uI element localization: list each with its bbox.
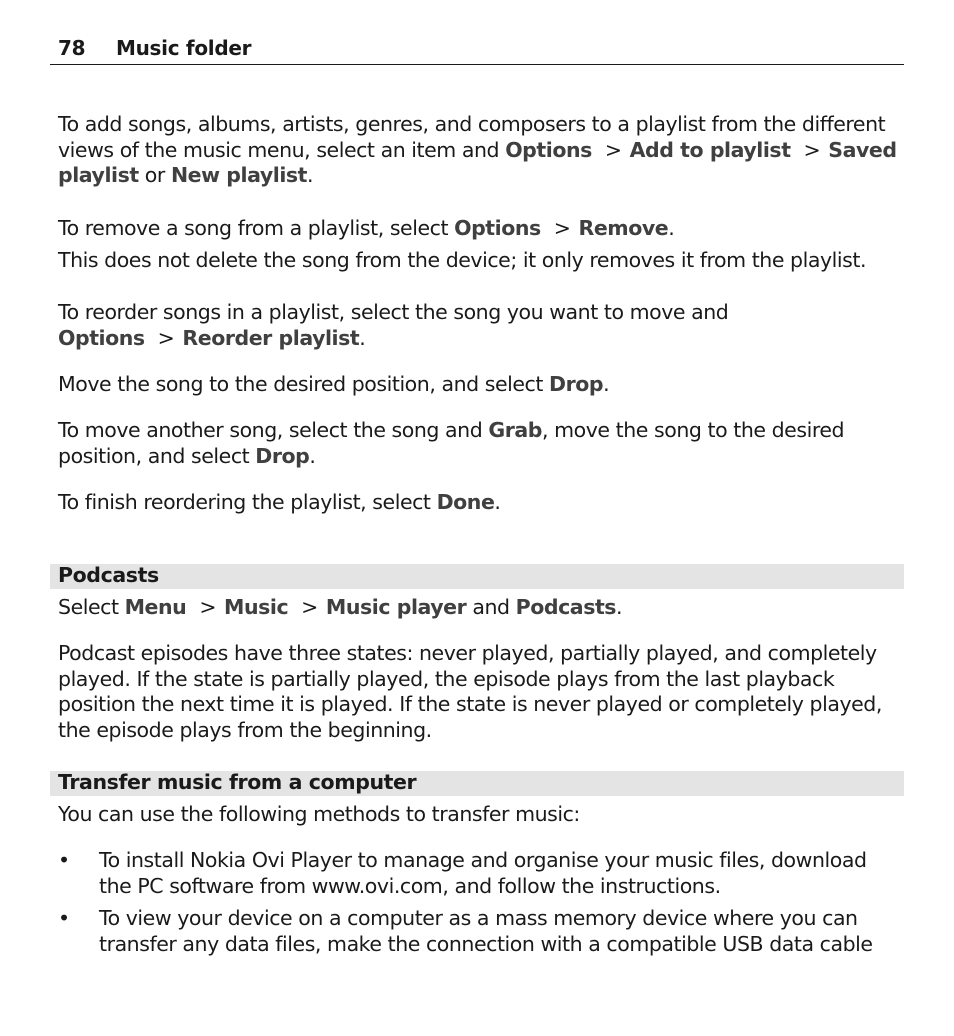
menu-command: Menu [124, 595, 187, 619]
paragraph-remove-song [58, 216, 904, 242]
text: . [359, 325, 366, 350]
menu-separator: > [803, 137, 821, 162]
drop-command: Drop [255, 443, 310, 468]
text: . [309, 443, 316, 468]
chapter-title: Music folder [116, 36, 252, 60]
section-title: Transfer music from a computer [58, 770, 417, 794]
bullet-text: To install Nokia Ovi Player to manage and organise your music files, download the PC software from www.ovi.com, and follow the instructions. [99, 848, 867, 898]
text: Move the song to the desired position, and select [58, 372, 550, 396]
new-playlist-command: New playlist [170, 163, 308, 187]
paragraph-add-to-playlist [58, 112, 904, 189]
text: . [668, 216, 675, 240]
paragraph-move-song [58, 372, 904, 398]
bullet-icon: • [58, 906, 70, 930]
done-command: Done [436, 490, 495, 514]
menu-separator: > [301, 595, 318, 619]
paragraph-finish [58, 490, 904, 516]
options-command: Options [505, 137, 592, 162]
section-heading-podcasts [50, 564, 904, 589]
add-to-playlist-command: Add to playlist [629, 137, 791, 162]
saved-playlist-command: Saved playlist [58, 137, 897, 187]
music-command: Music [224, 595, 289, 619]
menu-separator: > [553, 216, 571, 240]
paragraph-reorder [58, 300, 904, 351]
text: Select [58, 595, 125, 619]
options-command: Options [454, 216, 541, 240]
page-header [50, 36, 904, 65]
drop-command: Drop [549, 372, 604, 396]
text: . [616, 595, 623, 619]
text: . [307, 163, 314, 187]
text: To finish reordering the playlist, select [58, 490, 437, 514]
reorder-playlist-command: Reorder playlist [182, 325, 360, 350]
text: To move another song, select the song and [58, 418, 489, 442]
menu-separator: > [157, 325, 175, 350]
music-player-command: Music player [325, 595, 467, 619]
menu-separator: > [199, 595, 217, 619]
text: . [603, 372, 610, 396]
page-number: 78 [58, 36, 86, 60]
text: To add songs, albums, artists, genres, and composers to a playlist from the different views of the music menu, select an item and [58, 112, 886, 162]
section-heading-transfer [50, 771, 904, 796]
paragraph-podcasts-path [58, 595, 904, 621]
text: . [494, 490, 501, 514]
section-title: Podcasts [58, 563, 159, 587]
text: To reorder songs in a playlist, select the song you want to move and [58, 300, 729, 324]
text: To remove a song from a playlist, select [58, 216, 455, 240]
options-command: Options [58, 325, 145, 350]
text: , move the song to the desired position, and select [58, 418, 845, 468]
paragraph-podcast-states: Podcast episodes have three states: never played, partially played, and completely played. If the state is partially played, the episode plays from the last playback position the next time it is played. If the state is never played or completely played, the episode plays from the beginning. [58, 641, 882, 742]
bullet-icon: • [58, 848, 70, 872]
paragraph-remove-note: This does not delete the song from the device; it only removes it from the playlist. [58, 248, 867, 272]
remove-command: Remove [578, 216, 669, 240]
text: or [138, 163, 171, 187]
paragraph-move-another [58, 418, 904, 469]
grab-command: Grab [488, 418, 542, 442]
bullet-text: To view your device on a computer as a mass memory device where you can transfer any data files, make the connection with a compatible USB data cable [99, 906, 873, 956]
podcasts-command: Podcasts [515, 595, 617, 619]
menu-separator: > [604, 137, 622, 162]
text: and [466, 595, 516, 619]
paragraph-transfer-intro: You can use the following methods to transfer music: [58, 802, 580, 826]
